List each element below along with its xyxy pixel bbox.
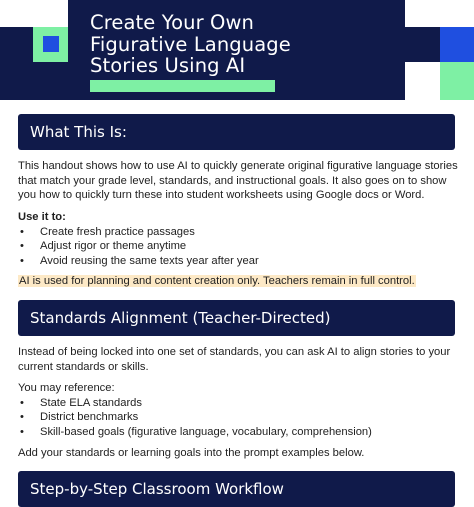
ai-note <box>18 274 458 289</box>
paragraph-line: you how to quickly turn these into student worksheets using Google docs or Word. <box>18 189 425 201</box>
list-item: • Create fresh practice passages <box>18 225 458 240</box>
decor-blue-right <box>440 27 474 62</box>
section-heading-standards: Standards Alignment (Teacher-Directed) <box>18 300 455 336</box>
title-line: Create Your Own <box>90 11 254 34</box>
decor-blue-square <box>43 36 59 52</box>
decor-navy-right-top <box>405 27 440 62</box>
standards-paragraph <box>18 345 458 374</box>
list-item: • Skill-based goals (figurative language, vocabulary, comprehension) <box>18 425 458 440</box>
use-list <box>18 225 458 269</box>
title-line: Figurative Language <box>90 32 291 56</box>
what-this-is-paragraph <box>18 159 458 203</box>
list-item: • Avoid reusing the same texts year after year <box>18 254 458 269</box>
decor-navy-left-low <box>33 62 68 100</box>
title-underline <box>90 80 275 92</box>
paragraph-line: that match your grade level, standards, and instructional goals. It also goes on to show <box>18 174 447 187</box>
decor-navy-left <box>0 27 33 100</box>
list-item: • District benchmarks <box>18 410 458 425</box>
paragraph-line: Instead of being locked into one set of standards, you can ask AI to align stories to your <box>18 346 451 358</box>
reference-list <box>18 396 458 440</box>
reference-block <box>18 381 458 439</box>
use-it-to-block <box>18 210 458 268</box>
list-item: • Adjust rigor or theme anytime <box>18 239 458 254</box>
reference-label: You may reference: <box>18 382 115 394</box>
section-heading-workflow: Step-by-Step Classroom Workflow <box>18 471 455 507</box>
list-item: • State ELA standards <box>18 396 458 411</box>
section-heading-what-this-is: What This Is: <box>18 114 455 150</box>
paragraph-line: This handout shows how to use AI to quickly generate original figurative language stories <box>18 160 458 172</box>
paragraph-line: current standards or skills. <box>18 360 149 373</box>
use-it-to-label: Use it to: <box>18 211 66 223</box>
title-line: Stories Using AI <box>90 54 246 77</box>
standards-closing: Add your standards or learning goals into the prompt examples below. <box>18 447 365 459</box>
page-title <box>90 12 390 77</box>
header-banner <box>0 0 474 104</box>
highlighted-note: AI is used for planning and content creation only. Teachers remain in full control. <box>19 275 415 287</box>
decor-mint-right <box>440 62 474 100</box>
